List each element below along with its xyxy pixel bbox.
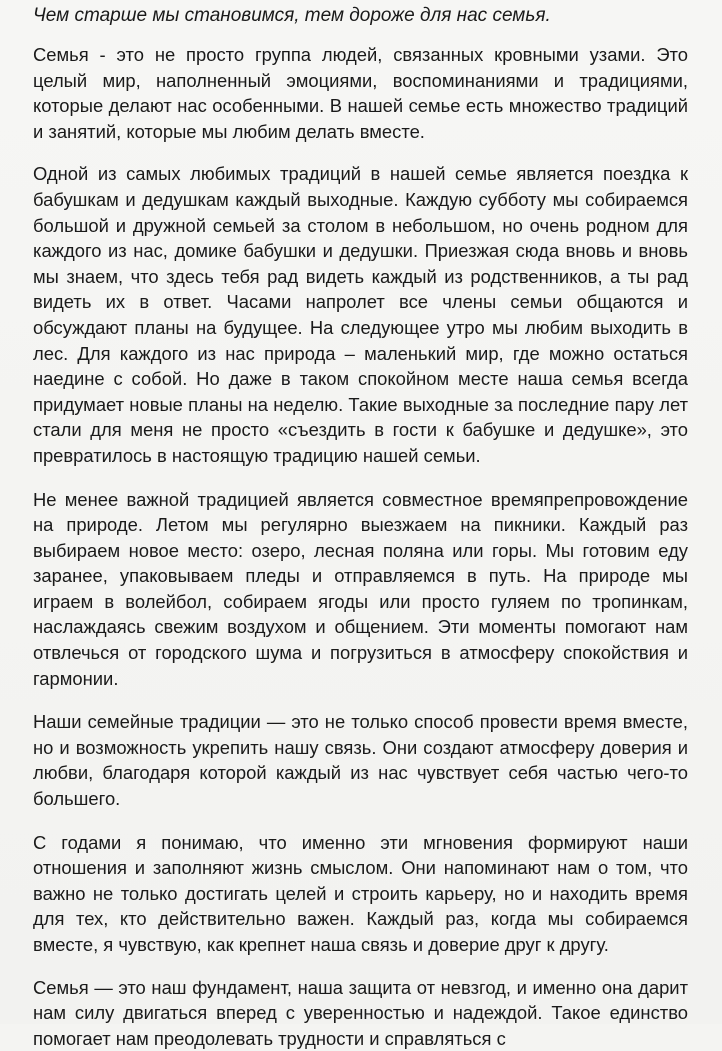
- essay-paragraph-6: Семья — это наш фундамент, наша защита от невзгод, и именно она дарит нам силу двигаться вперед с уверенностью и надеждой. Такое единство помогает нам преодолевать трудности и справляться с: [33, 976, 688, 1049]
- essay-paragraph-1: Семья - это не просто группа людей, связанных кровными узами. Это целый мир, наполненный эмоциями, воспоминаниями и традициями, которые делают нас особенными. В нашей семье есть множество традиций и занятий, которые мы любим делать вместе.: [33, 44, 688, 142]
- essay-paragraph-5: С годами я понимаю, что именно эти мгновения формируют наши отношения и заполняют жизнь смыслом. Они напоминают нам о том, что важно не только достигать целей и строить карьеру, но и находить время для тех, кто действительно важен. Каждый раз, когда мы собираемся вместе, я чувствую, как крепнет наша связь и доверие друг к другу.: [33, 831, 688, 955]
- essay-paragraph-3: Не менее важной традицией является совместное времяпрепровождение на природе. Летом мы регулярно выезжаем на пикники. Каждый раз выбираем новое место: озеро, лесная поляна или горы. Мы готовим еду заранее, упаковываем пледы и отправляемся в путь. На природе мы играем в волейбол, собираем ягоды или просто гуляем по тропинкам, наслаждаясь свежим воздухом и общением. Эти моменты помогают нам отвлечься от городского шума и погрузиться в атмосферу спокойствия и гармонии.: [33, 488, 688, 689]
- essay-title: Чем старше мы становимся, тем дороже для нас семья.: [33, 5, 551, 26]
- essay-paragraph-2: Одной из самых любимых традиций в нашей семье является поездка к бабушкам и дедушкам каждый выходные. Каждую субботу мы собираемся большой и дружной семьей за столом в небольшом, но очень родном для каждого из нас, домике бабушки и дедушки. Приезжая сюда вновь и вновь мы знаем, что здесь тебя рад видеть каждый из родственников, а ты рад видеть их в ответ. Часами напролет все члены семьи общаются и обсуждают планы на будущее. На следующее утро мы любим выходить в лес. Для каждого из нас природа – маленький мир, где можно остаться наедине с собой. Но даже в таком спокойном месте наша семья всегда придумает новые планы на неделю. Такие выходные за последние пару лет стали для меня не просто «съездить в гости к бабушке и дедушке», это превратилось в настоящую традицию нашей семьи.: [33, 163, 688, 466]
- essay-paragraph-4: Наши семейные традиции — это не только способ провести время вместе, но и возможность укрепить нашу связь. Они создают атмосферу доверия и любви, благодаря которой каждый из нас чувствует себя частью чего-то большего.: [33, 711, 688, 810]
